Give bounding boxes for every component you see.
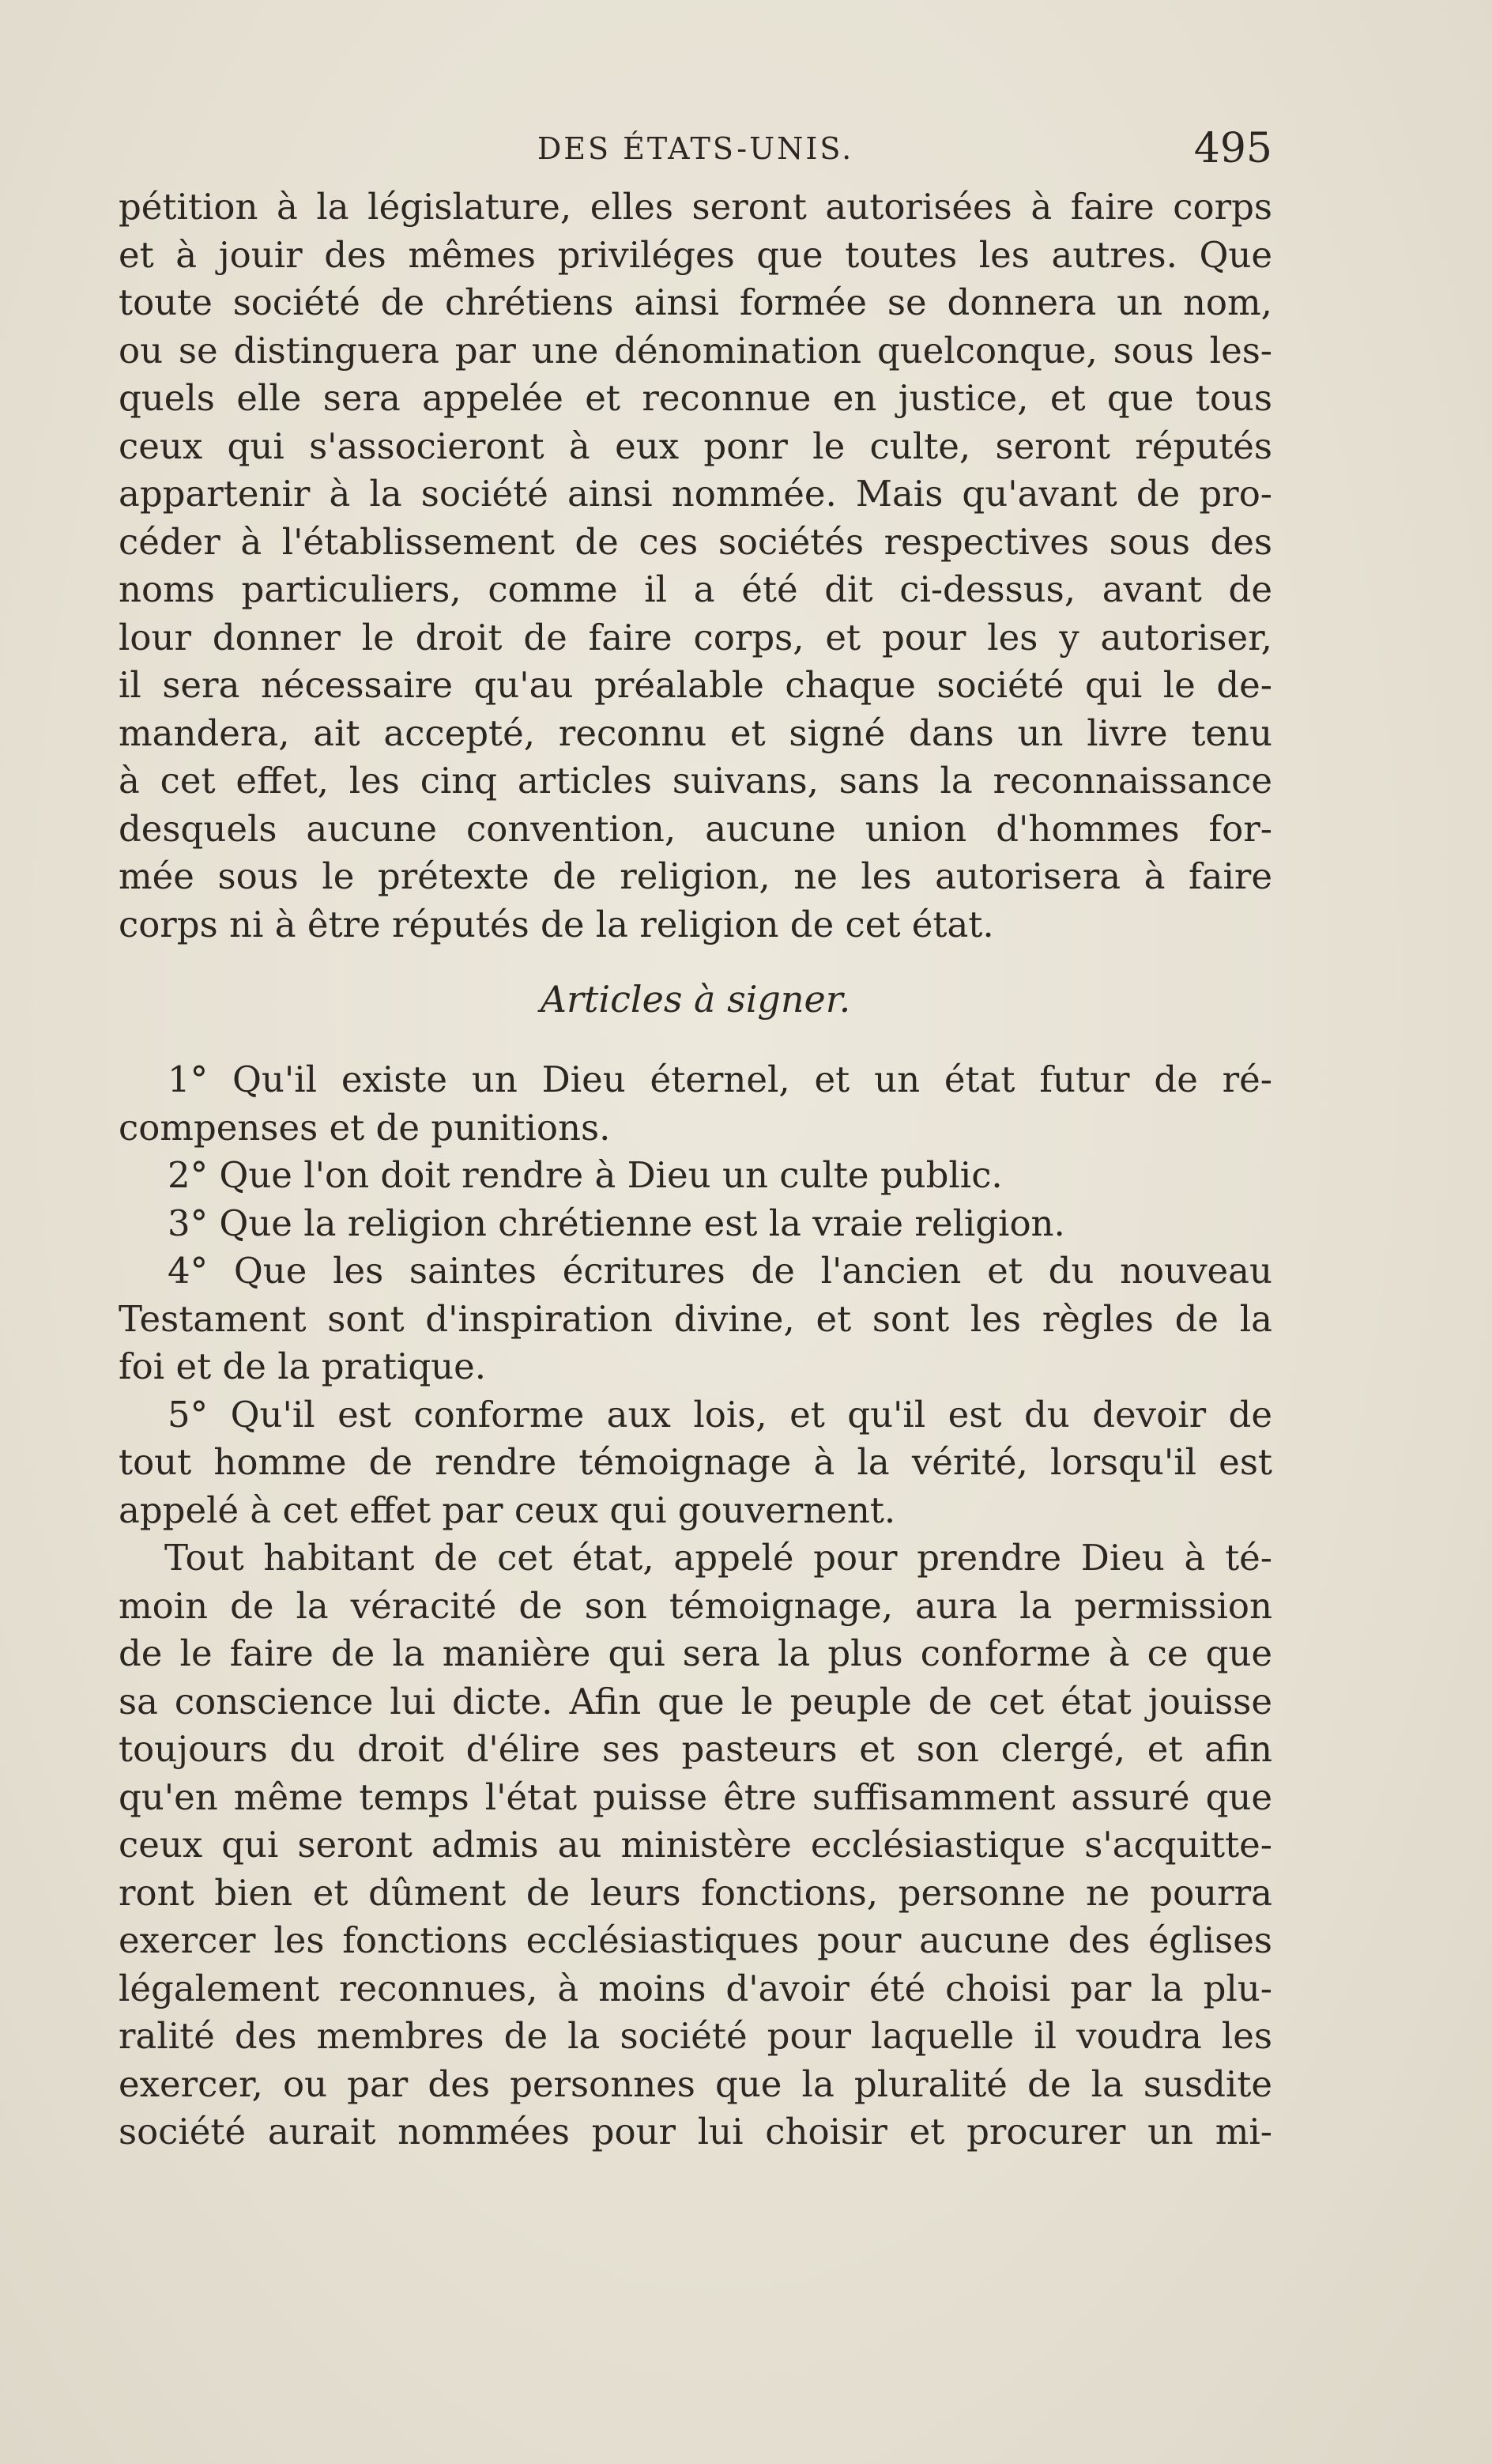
text-line: appartenir à la société ainsi nommée. Mais qu'avant de pro- xyxy=(119,473,1272,515)
article-2: 2° Que l'on doit rendre à Dieu un culte public. xyxy=(168,1154,1003,1196)
body-text xyxy=(119,183,1272,2156)
text-line: il sera nécessaire qu'au préalable chaque société qui le de- xyxy=(119,664,1272,706)
text-line: ralité des membres de la société pour laquelle il voudra les xyxy=(119,2015,1272,2057)
text-line: quels elle sera appelée et reconnue en justice, et que tous xyxy=(119,377,1272,419)
text-line: toujours du droit d'élire ses pasteurs et son clergé, et afin xyxy=(119,1728,1272,1770)
text-line: ou se distinguera par une dénomination quelconque, sous les- xyxy=(119,329,1272,372)
text-line: ceux qui seront admis au ministère ecclésiastique s'acquitte- xyxy=(119,1824,1272,1866)
text-line: sa conscience lui dicte. Afin que le peuple de cet état jouisse xyxy=(119,1680,1272,1723)
text-line: ceux qui s'associeront à eux ponr le culte, seront réputés xyxy=(119,425,1272,467)
page-number: 495 xyxy=(1193,125,1272,172)
text-line: corps ni à être réputés de la religion de cet état. xyxy=(119,903,994,945)
text-line: appelé à cet effet par ceux qui gouvernent. xyxy=(119,1489,896,1531)
text-line: ront bien et dûment de leurs fonctions, personne ne pourra xyxy=(119,1871,1272,1914)
text-line: légalement reconnues, à moins d'avoir été choisi par la plu- xyxy=(119,1967,1272,2009)
text-line: Tout habitant de cet état, appelé pour prendre Dieu à té- xyxy=(164,1537,1272,1579)
text-line: exercer les fonctions ecclésiastiques pour aucune des églises xyxy=(119,1919,1272,1961)
text-line: de le faire de la manière qui sera la plus conforme à ce que xyxy=(119,1632,1272,1674)
text-line: lour donner le droit de faire corps, et pour les y autoriser, xyxy=(119,616,1272,658)
text-line: mandera, ait accepté, reconnu et signé dans un livre tenu xyxy=(119,711,1272,754)
text-line: céder à l'établissement de ces sociétés respectives sous des xyxy=(119,520,1272,563)
text-line: qu'en même temps l'état puisse être suffisamment assuré que xyxy=(119,1775,1272,1818)
text-line: à cet effet, les cinq articles suivans, sans la reconnaissance xyxy=(119,760,1272,802)
page-header xyxy=(119,125,1272,180)
article-4: 4° Que les saintes écritures de l'ancien et du nouveau xyxy=(168,1250,1272,1292)
text-line: foi et de la pratique. xyxy=(119,1345,487,1387)
text-line: société aurait nommées pour lui choisir et procurer un mi- xyxy=(119,2111,1272,2153)
articles-list xyxy=(119,1056,1272,1534)
text-line: exercer, ou par des personnes que la pluralité de la susdite xyxy=(119,2062,1272,2105)
paragraph-oath xyxy=(119,1534,1272,2156)
text-line: pétition à la législature, elles seront autorisées à faire corps xyxy=(119,186,1272,228)
paragraph-intro xyxy=(119,183,1272,949)
text-line: toute société de chrétiens ainsi formée se donnera un nom, xyxy=(119,281,1272,323)
text-line: moin de la véracité de son témoignage, aura la permission xyxy=(119,1584,1272,1627)
article-5: 5° Qu'il est conforme aux lois, et qu'il est du devoir de xyxy=(168,1393,1272,1436)
text-line: noms particuliers, comme il a été dit ci-dessus, avant de xyxy=(119,568,1272,610)
section-heading: Articles à signer. xyxy=(540,978,851,1021)
text-line: Testament sont d'inspiration divine, et sont les règles de la xyxy=(119,1297,1272,1340)
text-line: desquels aucune convention, aucune union d'hommes for- xyxy=(119,807,1272,850)
article-1: 1° Qu'il existe un Dieu éternel, et un état futur de ré- xyxy=(168,1058,1272,1100)
text-line: tout homme de rendre témoignage à la vérité, lorsqu'il est xyxy=(119,1441,1272,1483)
text-line: et à jouir des mêmes priviléges que toutes les autres. Que xyxy=(119,233,1272,276)
text-line: compenses et de punitions. xyxy=(119,1106,611,1149)
article-3: 3° Que la religion chrétienne est la vraie religion. xyxy=(168,1202,1065,1244)
text-line: mée sous le prétexte de religion, ne les autorisera à faire xyxy=(119,855,1272,897)
running-title: DES ÉTATS-UNIS. xyxy=(537,131,854,166)
